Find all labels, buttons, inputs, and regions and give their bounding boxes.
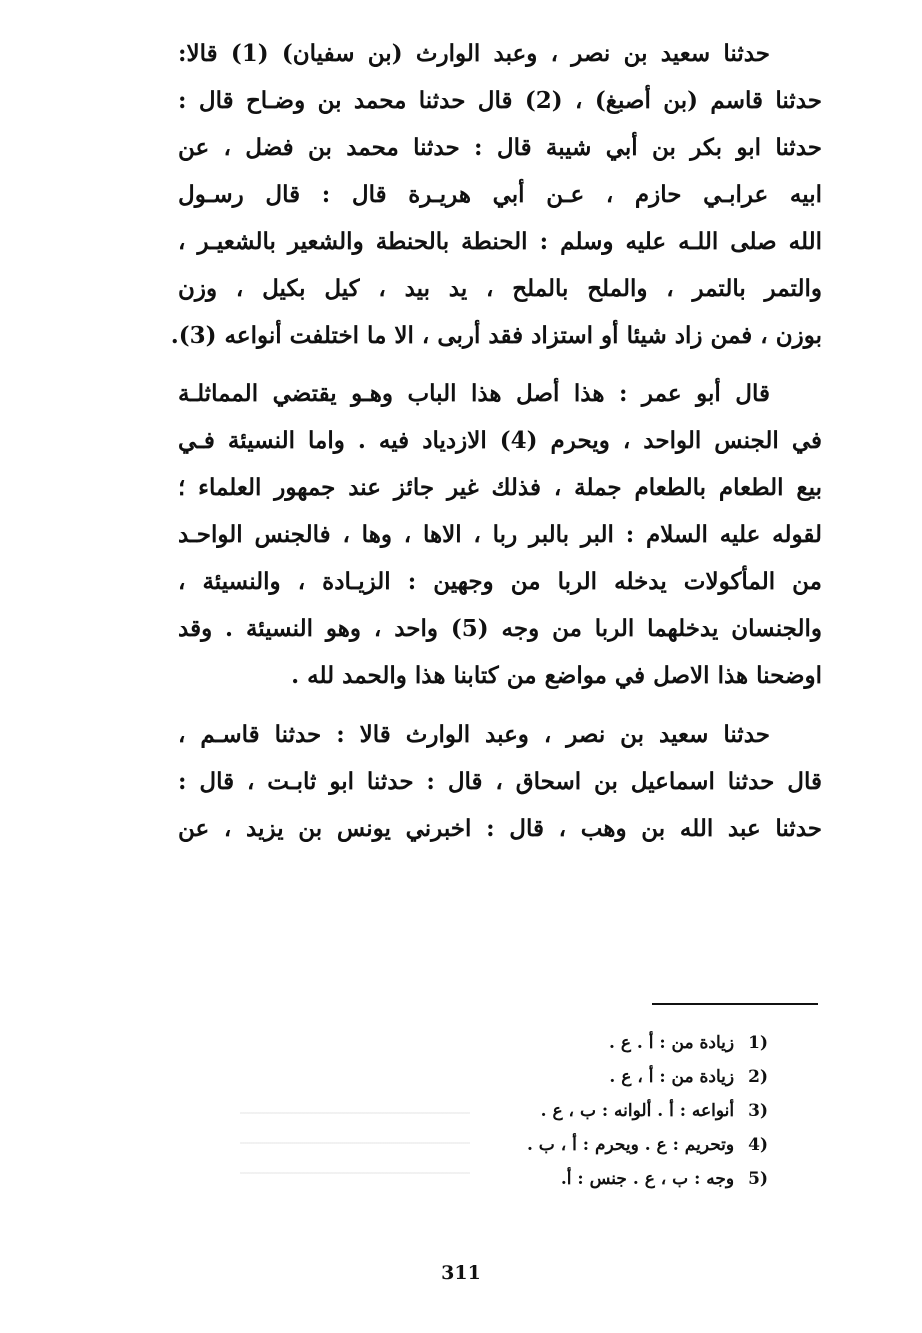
page-number: 311 bbox=[441, 1262, 481, 1284]
footnote-item bbox=[408, 1162, 768, 1196]
footnote-number: 2) bbox=[748, 1067, 768, 1087]
footnote-separator bbox=[652, 1003, 818, 1005]
text-line: اوضحنا هذا الاصل في مواضع من كتابنا هذا والحمد لله . bbox=[291, 662, 822, 689]
footnote-item bbox=[408, 1026, 768, 1060]
text-line: قال أبو عمر : هذا أصل هذا الباب وهـو يقتضي المماثلـة bbox=[178, 380, 770, 407]
footnote-text: أنواعه : أ . ألوانه : ب ، ع . bbox=[540, 1101, 735, 1121]
footnote-text: وجه : ب ، ع . جنس : أ. bbox=[560, 1169, 735, 1189]
text-line: حدثنا عبد الله بن وهب ، قال : اخبرني يونس بن يزيد ، عن bbox=[178, 815, 822, 842]
text-line: الله صلى اللـه عليه وسلم : الحنطة بالحنطة والشعير بالشعيـر ، bbox=[178, 228, 822, 255]
text-line: والجنسان يدخلهما الربا من وجه (5) واحد ، وهو النسيئة . وقد bbox=[178, 615, 822, 642]
paragraph-commentary bbox=[178, 370, 822, 699]
text-line: والتمر بالتمر ، والملح بالملح ، يد بيد ، كيل بكيل ، وزن bbox=[178, 275, 822, 302]
footnote-item bbox=[408, 1060, 768, 1094]
footnote-number: 1) bbox=[748, 1033, 768, 1053]
footnote-item bbox=[408, 1128, 768, 1162]
text-line: حدثنا قاسم (بن أصبغ) ، (2) قال حدثنا محمد بن وضـاح قال : bbox=[178, 87, 822, 114]
text-line: لقوله عليه السلام : البر بالبر ربا ، الاها ، وها ، فالجنس الواحـد bbox=[178, 521, 822, 548]
text-line: قال حدثنا اسماعيل بن اسحاق ، قال : حدثنا ابو ثابـت ، قال : bbox=[178, 768, 822, 795]
text-line: بيع الطعام بالطعام جملة ، فذلك غير جائز عند جمهور العلماء ؛ bbox=[178, 474, 822, 501]
paragraph-hadith-1 bbox=[170, 30, 822, 359]
footnote-text: زيادة من : أ . ع . bbox=[608, 1033, 735, 1053]
footnote-item bbox=[408, 1094, 768, 1128]
footnote-number: 3) bbox=[748, 1101, 768, 1121]
footnote-number: 5) bbox=[748, 1169, 768, 1189]
footnote-text: زيادة من : أ ، ع . bbox=[609, 1067, 735, 1087]
text-line: حدثنا ابو بكر بن أبي شيبة قال : حدثنا محمد بن فضل ، عن bbox=[178, 134, 822, 161]
text-line: حدثنا سعيد بن نصر ، وعبد الوارث قالا : حدثنا قاسـم ، bbox=[178, 721, 770, 748]
text-line: في الجنس الواحد ، ويحرم (4) الازدياد فيه . واما النسيئة فـي bbox=[178, 427, 822, 454]
footnote-text: وتحريم : ع . ويحرم : أ ، ب . bbox=[526, 1135, 735, 1155]
text-line: حدثنا سعيد بن نصر ، وعبد الوارث (بن سفيان) (1) قالا: bbox=[178, 40, 771, 67]
paragraph-hadith-2 bbox=[178, 711, 822, 852]
text-line: من المأكولات يدخله الربا من وجهين : الزيـادة ، والنسيئة ، bbox=[178, 568, 822, 595]
footnotes bbox=[408, 1026, 768, 1196]
text-line: ابيه عرابـي حازم ، عـن أبي هريـرة قال : قال رسـول bbox=[178, 181, 822, 208]
main-text bbox=[170, 30, 822, 852]
footnote-number: 4) bbox=[748, 1135, 768, 1155]
text-line: بوزن ، فمن زاد شيئا أو استزاد فقد أربى ، الا ما اختلفت أنواعه (3). bbox=[170, 322, 822, 349]
